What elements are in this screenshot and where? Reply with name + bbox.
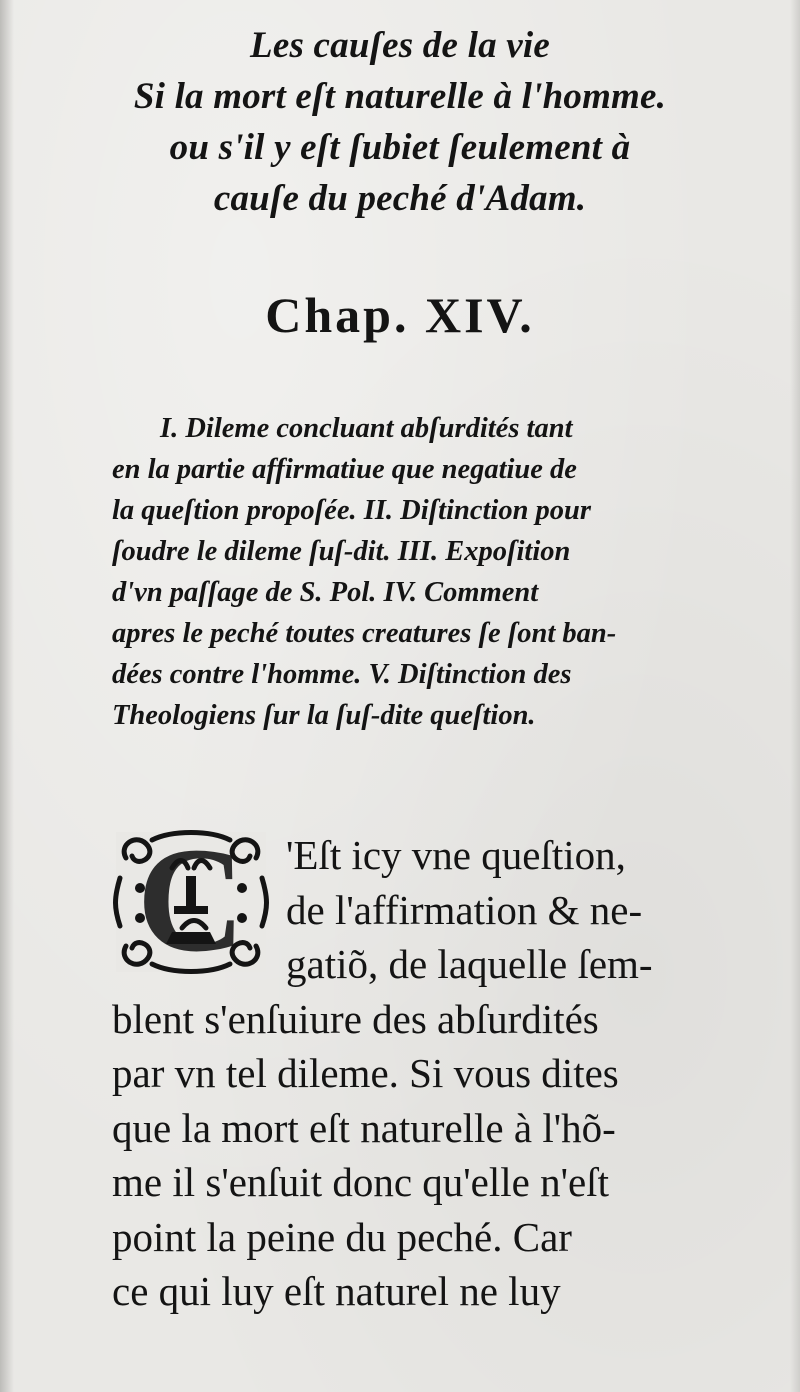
summary-line: Theologiens ſur la ſuſ-dite queſtion. [112,700,536,731]
body-line: ce qui luy eſt naturel ne luy [112,1268,561,1314]
summary-line: la queſtion propoſée. II. Diſtinction pour [112,495,591,526]
body-line: point la peine du peché. Car [112,1213,572,1260]
body-line: de l'affirmation & ne- [286,886,643,933]
drop-cap-letter: C [136,828,246,976]
body-line: que la mort eſt naturelle à l'hõ- [112,1104,616,1151]
page-shadow-left [0,0,14,1392]
title-line: cauſe du peché d'Adam. [213,178,587,219]
body-line: gatiõ, de laquelle ſem- [286,941,653,987]
body-line: 'Eſt icy vne queſtion, [286,832,626,878]
summary-line: ſoudre le dileme ſuſ-dit. III. Expoſition [112,536,571,567]
body-line: blent s'enſuiure des abſurdités [112,995,599,1042]
summary-line: I. Dileme concluant abſurdités tant [160,413,573,444]
chapter-summary [112,408,726,736]
body-line: me il s'enſuit donc qu'elle n'eſt [112,1159,609,1205]
title-line: Si la mort eſt naturelle à l'homme. [133,76,667,117]
body-paragraph [112,828,732,1319]
title-line: ou s'il y eſt ſubiet ſeulement à [169,127,631,168]
chapter-title [40,20,760,224]
title-line: Les cauſes de la vie [250,25,550,66]
chapter-heading: Chap. XIV. [265,287,535,343]
summary-line: dées contre l'homme. V. Diſtinction des [112,659,572,690]
summary-line: d'vn paſſage de S. Pol. IV. Comment [112,577,539,608]
summary-line: en la partie affirmatiue que negatiue de [112,454,577,485]
summary-line: apres le peché toutes creatures ſe ſont ban- [112,618,617,649]
page-shadow-right [790,0,800,1392]
body-line: par vn tel dileme. Si vous dites [112,1050,619,1096]
